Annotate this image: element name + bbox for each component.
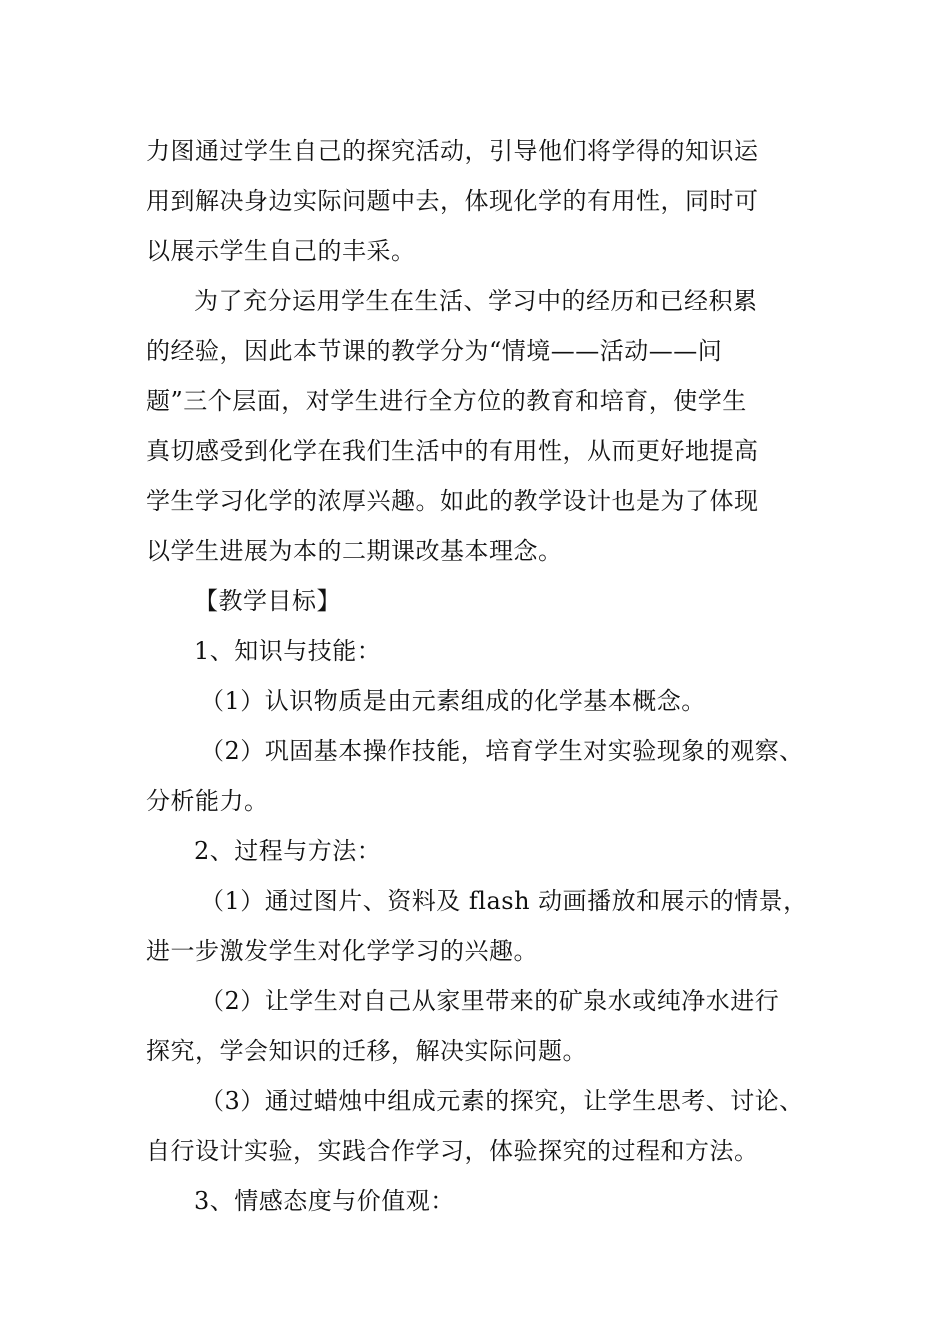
list-item-continuation: 进一步激发学生对化学学习的兴趣。 <box>146 937 538 965</box>
paragraph-line: 以学生进展为本的二期课改基本理念。 <box>146 537 563 565</box>
paragraph-line: 以展示学生自己的丰采。 <box>146 237 416 265</box>
paragraph-line: 真切感受到化学在我们生活中的有用性，从而更好地提高 <box>146 437 759 465</box>
paragraph-line: 为了充分运用学生在生活、学习中的经历和已经积累 <box>194 287 758 315</box>
list-item: （2）让学生对自己从家里带来的矿泉水或纯净水进行 <box>200 987 780 1015</box>
paragraph-line: 学生学习化学的浓厚兴趣。如此的教学设计也是为了体现 <box>146 487 759 515</box>
list-item: （3）通过蜡烛中组成元素的探究，让学生思考、讨论、 <box>200 1087 804 1115</box>
section-heading: 【教学目标】 <box>194 587 341 615</box>
paragraph-line: 的经验，因此本节课的教学分为“情境——活动——问 <box>146 337 723 365</box>
subsection-heading: 3、情感态度与价值观： <box>194 1187 455 1215</box>
list-item: （1）通过图片、资料及 flash 动画播放和展示的情景， <box>200 887 808 915</box>
list-item: （2）巩固基本操作技能，培育学生对实验现象的观察、 <box>200 737 804 765</box>
list-item: （1）认识物质是由元素组成的化学基本概念。 <box>200 687 706 715</box>
list-item-continuation: 分析能力。 <box>146 787 269 815</box>
paragraph-line: 用到解决身边实际问题中去，体现化学的有用性，同时可 <box>146 187 759 215</box>
list-item-continuation: 自行设计实验，实践合作学习，体验探究的过程和方法。 <box>146 1137 759 1165</box>
list-item-continuation: 探究，学会知识的迁移，解决实际问题。 <box>146 1037 587 1065</box>
paragraph-line: 题”三个层面，对学生进行全方位的教育和培育，使学生 <box>146 387 747 415</box>
subsection-heading: 2、过程与方法： <box>194 837 382 865</box>
paragraph-line: 力图通过学生自己的探究活动，引导他们将学得的知识运 <box>146 137 759 165</box>
subsection-heading: 1、知识与技能： <box>194 637 382 665</box>
